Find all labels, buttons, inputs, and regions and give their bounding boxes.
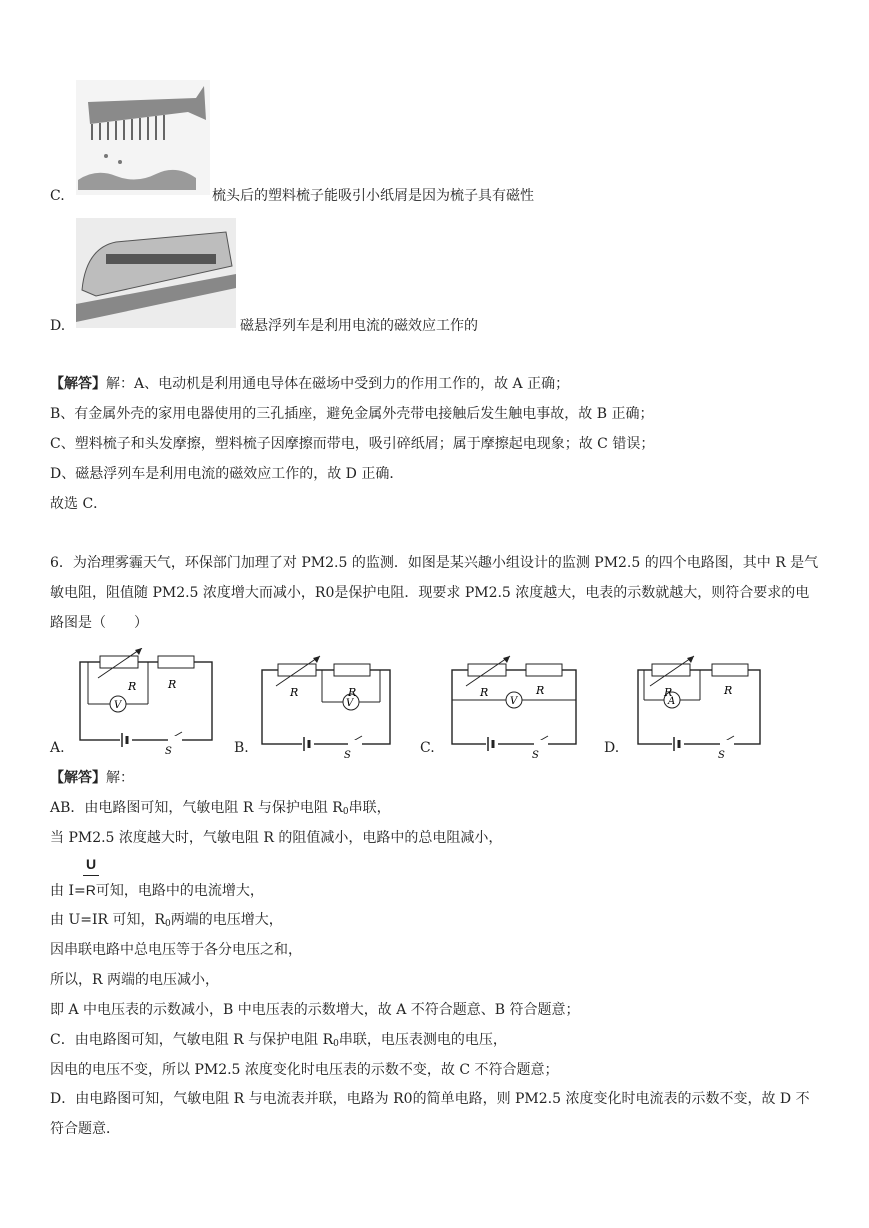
answer6-l4: 由 U=IR 可知，$R_0$两端的电压增大， bbox=[50, 912, 283, 929]
answer6-l6: 所以，R 两端的电压减小， bbox=[50, 972, 219, 988]
fraction-bar bbox=[83, 875, 99, 876]
answer6-lead: 解： bbox=[106, 770, 134, 786]
circuit-a bbox=[80, 648, 212, 747]
option-c-text: 梳头后的塑料梳子能吸引小纸屑是因为梳子具有磁性 bbox=[212, 188, 534, 204]
option-c bbox=[50, 186, 65, 206]
answer6-l3: 由 I=R可知，电路中的电流增大， bbox=[50, 882, 264, 899]
svg-text:S: S bbox=[532, 750, 539, 758]
answer5-line1 bbox=[50, 374, 569, 394]
maglev-train-picture bbox=[76, 218, 236, 328]
answer5-d: D、磁悬浮列车是利用电流的磁效应工作的，故 D 正确． bbox=[50, 466, 404, 482]
circuit-d bbox=[638, 656, 760, 751]
circuit-label-d: D. bbox=[604, 740, 620, 756]
circuit-b bbox=[262, 656, 390, 751]
svg-text:R: R bbox=[664, 686, 673, 699]
svg-text:R: R bbox=[348, 686, 357, 699]
answer5-choice: 故选 C． bbox=[50, 496, 108, 512]
option-d-text: 磁悬浮列车是利用电流的磁效应工作的 bbox=[240, 318, 478, 334]
svg-text:R: R bbox=[480, 686, 489, 699]
circuit-d-a-label: A bbox=[668, 696, 676, 707]
answer6-l9: 因电的电压不变，所以 PM2.5 浓度变化时电压表的示数不变，故 C 不符合题意； bbox=[50, 1062, 559, 1078]
circuit-diagrams bbox=[40, 648, 830, 758]
answer6-heading-line bbox=[50, 768, 134, 788]
svg-text:V: V bbox=[346, 698, 354, 709]
circuit-a-s-label: S bbox=[165, 746, 172, 757]
answer6-l2: 当 PM2.5 浓度越大时，气敏电阻 R 的阻值减小，电路中的总电阻减小， bbox=[50, 830, 503, 846]
fraction-numerator: U bbox=[86, 856, 97, 872]
svg-text:S: S bbox=[344, 750, 351, 758]
circuit-a-v-label: V bbox=[114, 700, 122, 711]
answer6-l7: 即 A 中电压表的示数减小，B 中电压表的示数增大，故 A 不符合题意、B 符合题意； bbox=[50, 1002, 580, 1018]
answer6-l1: AB．由电路图可知，气敏电阻 R 与保护电阻 $R_0$串联， bbox=[50, 800, 391, 817]
circuit-label-a: A. bbox=[50, 740, 65, 756]
option-c-label: C. bbox=[50, 188, 65, 204]
comb-picture bbox=[76, 80, 210, 195]
answer5-lead: 解：A、电动机是利用通电导体在磁场中受到力的作用工作的，故 A 正确； bbox=[106, 376, 570, 392]
answer6-heading: 【解答】 bbox=[50, 770, 106, 786]
svg-text:R: R bbox=[536, 684, 545, 697]
option-d bbox=[50, 316, 65, 336]
answer5-b: B、有金属外壳的家用电器使用的三孔插座，避免金属外壳带电接触后发生触电事故，故 B 正确； bbox=[50, 406, 654, 422]
svg-text:S: S bbox=[718, 750, 725, 758]
svg-text:R: R bbox=[724, 684, 733, 697]
answer6-l10: D．由电路图可知，气敏电阻 R 与电流表并联，电路为 R0的简单电路，则 PM2.5 浓度变化时电流表的示数不变，故 D 不符合题意． bbox=[50, 1091, 810, 1137]
svg-text:V: V bbox=[510, 696, 518, 707]
circuit-label-b: B. bbox=[234, 740, 249, 756]
svg-text:R: R bbox=[290, 686, 299, 699]
answer5-c: C、塑料梳子和头发摩擦，塑料梳子因摩擦而带电，吸引碎纸屑；属于摩擦起电现象；故 C 错误； bbox=[50, 436, 655, 452]
answer5-heading: 【解答】 bbox=[50, 376, 106, 392]
circuit-a-r0-label: R bbox=[168, 678, 177, 691]
answer6-l5: 因串联电路中总电压等于各分电压之和， bbox=[50, 942, 302, 958]
circuit-label-c: C. bbox=[420, 740, 435, 756]
fraction-denominator: R bbox=[85, 882, 96, 898]
option-d-label: D. bbox=[50, 318, 66, 334]
circuit-a-r-label: R bbox=[128, 680, 137, 693]
question6-text: 6．为治理雾霾天气，环保部门加理了对 PM2.5 的监测．如图是某兴趣小组设计的监测 PM2.5 的四个电路图，其中 R 是气敏电阻，阻值随 PM2.5 浓度增大而减小，R0是保护电阻．现要求 PM2.5 浓度越大，电表的示数就越大，则符合要求的电路图是（ ） bbox=[50, 555, 819, 631]
answer6-l8: C．由电路图可知，气敏电阻 R 与保护电阻 $R_0$串联，电压表测电的电压， bbox=[50, 1032, 507, 1049]
